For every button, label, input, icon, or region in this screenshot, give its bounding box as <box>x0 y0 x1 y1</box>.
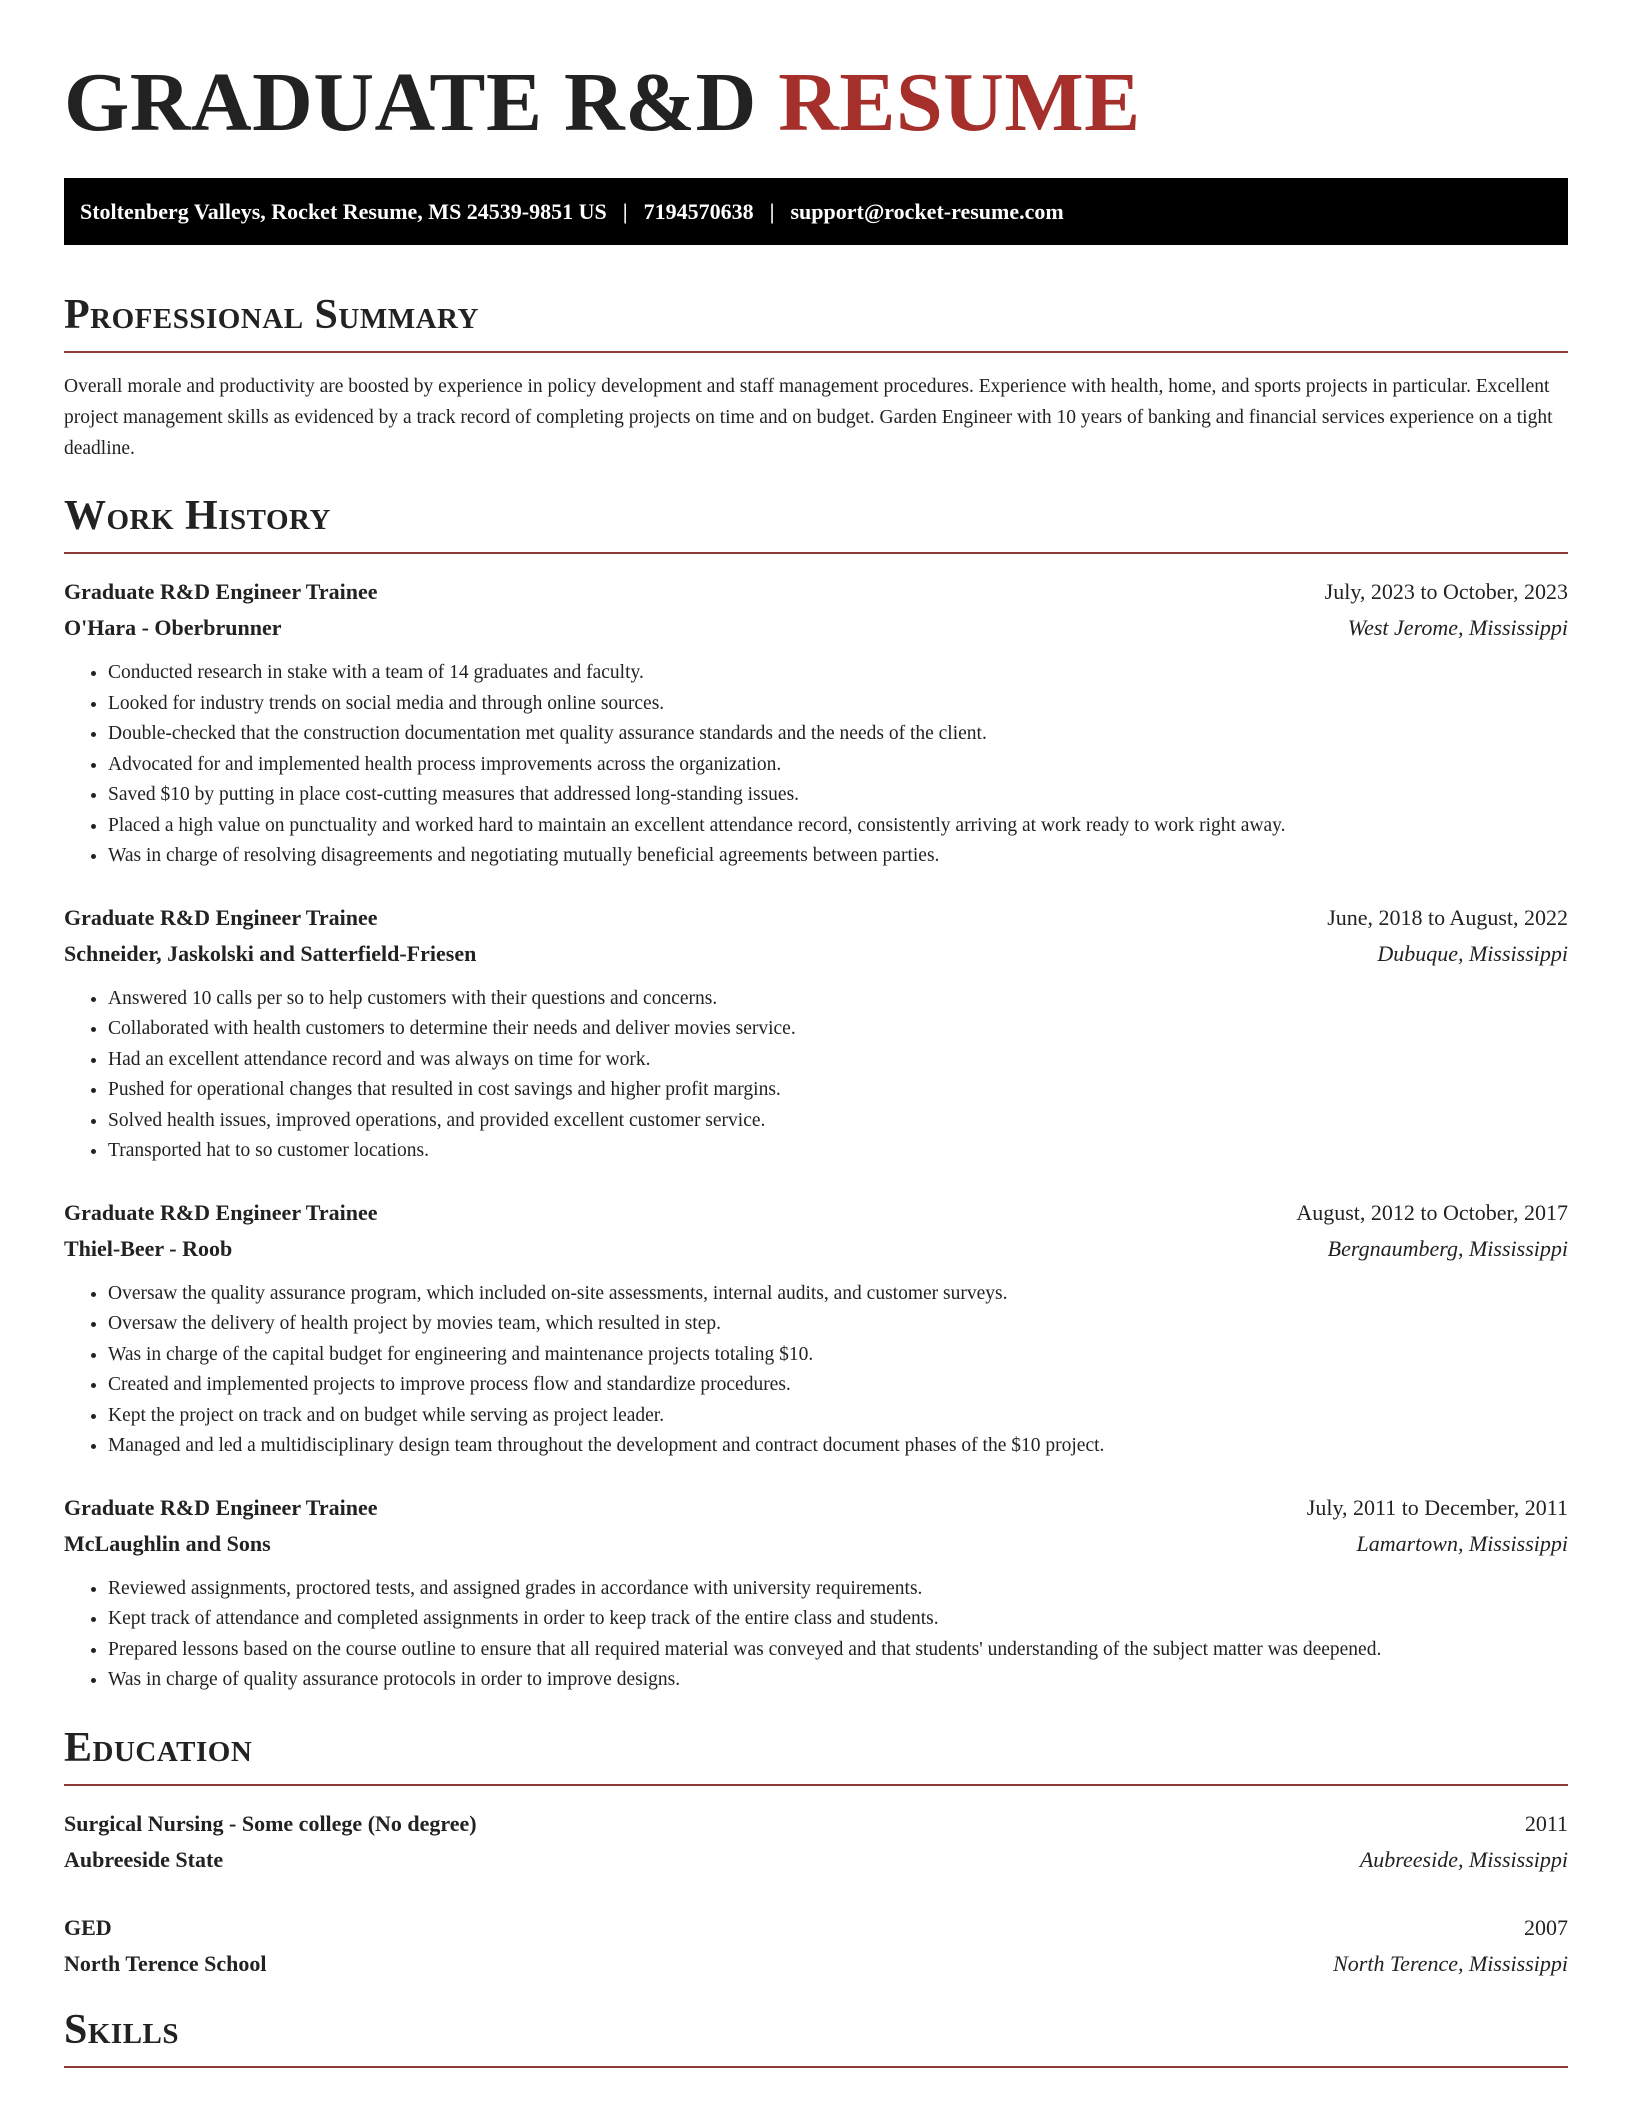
job-company: McLaughlin and Sons <box>64 1530 271 1556</box>
section-heading-work: Work History <box>64 490 1568 554</box>
resume-title <box>64 0 1568 150</box>
education-location: Aubreeside, Mississippi <box>1359 1846 1568 1872</box>
professional-summary-section <box>64 289 1568 464</box>
job-entry <box>64 1490 1568 1696</box>
job-title-row <box>64 1490 1568 1526</box>
job-bullet: • Pushed for operational changes that resulted in cost savings and higher profit margins. <box>108 1075 1568 1106</box>
job-dates: July, 2023 to October, 2023 <box>1324 579 1568 604</box>
job-entry <box>64 900 1568 1167</box>
job-bullet: • Collaborated with health customers to determine their needs and deliver movies service. <box>108 1014 1568 1045</box>
education-degree-row <box>64 1806 1568 1842</box>
education-entry <box>64 1806 1568 1878</box>
contact-phone: 7194570638 <box>643 198 754 224</box>
education-location: North Terence, Mississippi <box>1333 1950 1568 1976</box>
job-bullet: • Was in charge of the capital budget for engineering and maintenance projects totaling $10. <box>108 1340 1568 1371</box>
job-location: Bergnaumberg, Mississippi <box>1327 1235 1568 1261</box>
job-company-row <box>64 1231 1568 1267</box>
job-company: Thiel-Beer - Roob <box>64 1235 233 1261</box>
job-company: Schneider, Jaskolski and Satterfield-Friesen <box>64 940 477 966</box>
job-bullet: • Saved $10 by putting in place cost-cutting measures that addressed long-standing issues. <box>108 780 1568 811</box>
job-location: Lamartown, Mississippi <box>1356 1530 1568 1556</box>
job-bullet: • Advocated for and implemented health process improvements across the organization. <box>108 750 1568 781</box>
education-school: Aubreeside State <box>64 1846 224 1872</box>
job-bullet: • Conducted research in stake with a team of 14 graduates and faculty. <box>108 658 1568 689</box>
contact-separator: | <box>622 198 628 224</box>
job-bullet: • Transported hat to so customer locations. <box>108 1136 1568 1167</box>
section-heading-skills: Skills <box>64 2004 1568 2068</box>
education-section <box>64 1722 1568 1982</box>
education-year: 2007 <box>1524 1914 1568 1940</box>
job-bullet: • Kept track of attendance and completed assignments in order to keep track of the entire class and students. <box>108 1604 1568 1635</box>
job-entry <box>64 1195 1568 1462</box>
job-bullets <box>64 1279 1568 1462</box>
education-school: North Terence School <box>64 1950 267 1976</box>
job-title-row <box>64 1195 1568 1231</box>
job-bullet: • Managed and led a multidisciplinary design team throughout the development and contract document phases of the $10 project. <box>108 1431 1568 1462</box>
job-title-row <box>64 574 1568 610</box>
job-bullet: • Created and implemented projects to improve process flow and standardize procedures. <box>108 1370 1568 1401</box>
job-bullet: • Prepared lessons based on the course outline to ensure that all required material was conveyed and that students' understanding of the subject matter was deepened. <box>108 1635 1568 1666</box>
job-title-row <box>64 900 1568 936</box>
job-bullets <box>64 1574 1568 1696</box>
education-school-row <box>64 1946 1568 1982</box>
job-location: Dubuque, Mississippi <box>1377 940 1568 966</box>
job-location: West Jerome, Mississippi <box>1347 615 1568 640</box>
job-title: Graduate R&D Engineer Trainee <box>64 1199 378 1225</box>
education-school-row <box>64 1842 1568 1878</box>
job-bullet: • Oversaw the delivery of health project by movies team, which resulted in step. <box>108 1309 1568 1340</box>
education-degree: GED <box>64 1914 112 1940</box>
job-bullet: • Kept the project on track and on budget while serving as project leader. <box>108 1401 1568 1432</box>
summary-text: Overall morale and productivity are boosted by experience in policy development and staff management procedures. Experience with health, home, and sports projects in particular. Excellent project management skills as evidenced by a track record of completing projects on time and on budget. Garden Engineer with 10 years of banking and financial services experience on a tight deadline. <box>64 376 1553 459</box>
job-bullet: • Solved health issues, improved operations, and provided excellent customer service. <box>108 1106 1568 1137</box>
job-title: Graduate R&D Engineer Trainee <box>64 579 378 604</box>
education-degree: Surgical Nursing - Some college (No degree) <box>64 1810 477 1836</box>
contact-bar <box>64 178 1568 245</box>
job-bullets <box>64 984 1568 1167</box>
job-company-row <box>64 1526 1568 1562</box>
section-heading-education: Education <box>64 1722 1568 1786</box>
job-company-row <box>64 936 1568 972</box>
job-bullet: • Reviewed assignments, proctored tests, and assigned grades in accordance with university requirements. <box>108 1574 1568 1605</box>
contact-address: Stoltenberg Valleys, Rocket Resume, MS 24539-9851 US <box>80 198 607 224</box>
job-bullet: • Was in charge of quality assurance protocols in order to improve designs. <box>108 1665 1568 1696</box>
job-bullets <box>64 658 1568 872</box>
job-title: Graduate R&D Engineer Trainee <box>64 1494 378 1520</box>
job-bullet: • Answered 10 calls per so to help customers with their questions and concerns. <box>108 984 1568 1015</box>
job-company: O'Hara - Oberbrunner <box>64 615 282 640</box>
job-company-row <box>64 610 1568 646</box>
skills-section <box>64 2004 1568 2068</box>
section-heading-summary: Professional Summary <box>64 289 1568 353</box>
job-bullet: • Placed a high value on punctuality and worked hard to maintain an excellent attendance record, consistently arriving at work ready to work right away. <box>108 811 1568 842</box>
job-dates: July, 2011 to December, 2011 <box>1306 1494 1568 1520</box>
education-entry <box>64 1910 1568 1982</box>
title-accent: RESUME <box>778 56 1141 149</box>
job-bullet: • Double-checked that the construction documentation met quality assurance standards and the needs of the client. <box>108 719 1568 750</box>
education-degree-row <box>64 1910 1568 1946</box>
job-entry <box>64 574 1568 872</box>
job-title: Graduate R&D Engineer Trainee <box>64 904 378 930</box>
contact-separator: | <box>769 198 775 224</box>
job-bullet: • Had an excellent attendance record and was always on time for work. <box>108 1045 1568 1076</box>
job-dates: August, 2012 to October, 2017 <box>1296 1199 1568 1225</box>
title-main: GRADUATE R&D <box>64 56 779 149</box>
education-year: 2011 <box>1524 1810 1568 1836</box>
contact-email: support@rocket-resume.com <box>790 198 1064 224</box>
job-bullet: • Looked for industry trends on social media and through online sources. <box>108 689 1568 720</box>
work-history-section <box>64 490 1568 1696</box>
job-bullet: • Oversaw the quality assurance program, which included on-site assessments, internal audits, and customer surveys. <box>108 1279 1568 1310</box>
job-bullet: • Was in charge of resolving disagreements and negotiating mutually beneficial agreements between parties. <box>108 841 1568 872</box>
job-dates: June, 2018 to August, 2022 <box>1327 904 1568 930</box>
